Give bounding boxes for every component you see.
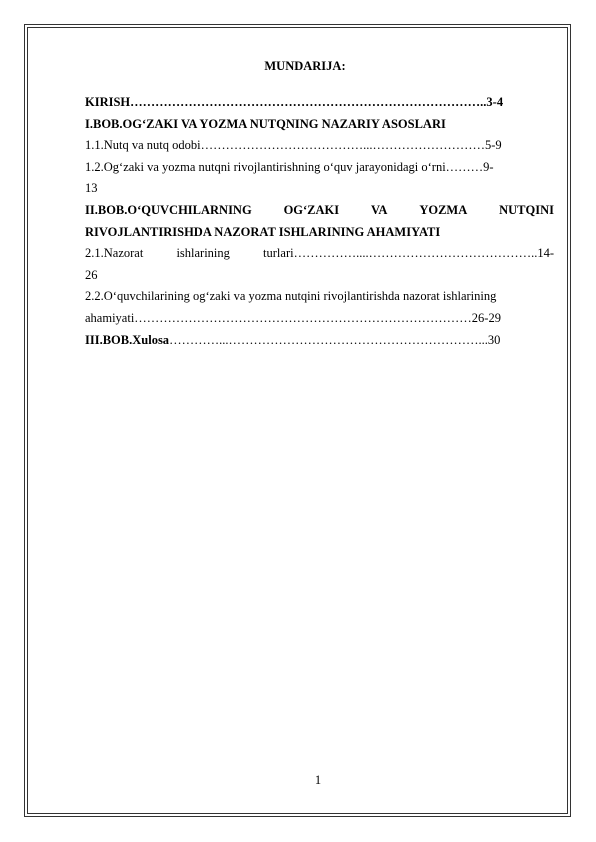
toc-entry-bob3-label: III.BOB.Xulosa [85, 332, 170, 347]
toc-entry-2-1-line2: 26 [85, 267, 98, 282]
toc-entry-1-2-line1: 1.2.Og‘zaki va yozma nutqni rivojlantirishning o‘quv jarayonidagi o‘rni………9- [85, 159, 494, 174]
toc-entry-bob3-dots: …………...……………………………………………………...30 [169, 332, 501, 347]
toc-entry-bob3 [85, 330, 554, 352]
toc-heading-bob2-line2: RIVOJLANTIRISHDA NAZORAT ISHLARINING AHAMIYATI [85, 224, 441, 239]
toc-entry-2-1-word: turlari……………....…………………………………..14- [263, 246, 554, 261]
toc-heading-bob2-word: NUTQINI [499, 202, 554, 217]
toc-entry-2-1-word: ishlarining [176, 246, 230, 261]
page-title: MUNDARIJA: [264, 59, 346, 73]
toc-heading-bob2-word: II.BOB.O‘QUVCHILARNING [85, 202, 252, 217]
toc-entry-1-2-line2: 13 [85, 181, 98, 196]
page-number: 1 [314, 773, 322, 787]
toc-entry-2-1-word: 2.1.Nazorat [85, 246, 144, 261]
toc-entry-2-2-line2: ahamiyati………………………………………………………………………26-29 [85, 310, 501, 325]
toc-entry-2-2-line1: 2.2.O‘quvchilarining og‘zaki va yozma nutqini rivojlantirishda nazorat ishlarining [85, 289, 497, 304]
toc-heading-bob2-word: OG‘ZAKI [283, 202, 340, 217]
toc-heading-bob2-word: VA [371, 202, 388, 217]
toc-heading-bob2-word: YOZMA [419, 202, 468, 217]
toc-heading-bob2-line1 [85, 200, 554, 222]
toc-entry-1-1: 1.1.Nutq va nutq odobi…………………………………...………………………5-9 [85, 138, 502, 153]
toc-entry-kirish: KIRISH…………………………………………………………………………..3-4 [85, 95, 504, 109]
table-of-contents [85, 92, 554, 351]
toc-entry-2-1-line1 [85, 243, 554, 265]
toc-heading-bob1: I.BOB.OG‘ZAKI VA YOZMA NUTQNING NAZARIY ASOSLARI [85, 116, 446, 131]
